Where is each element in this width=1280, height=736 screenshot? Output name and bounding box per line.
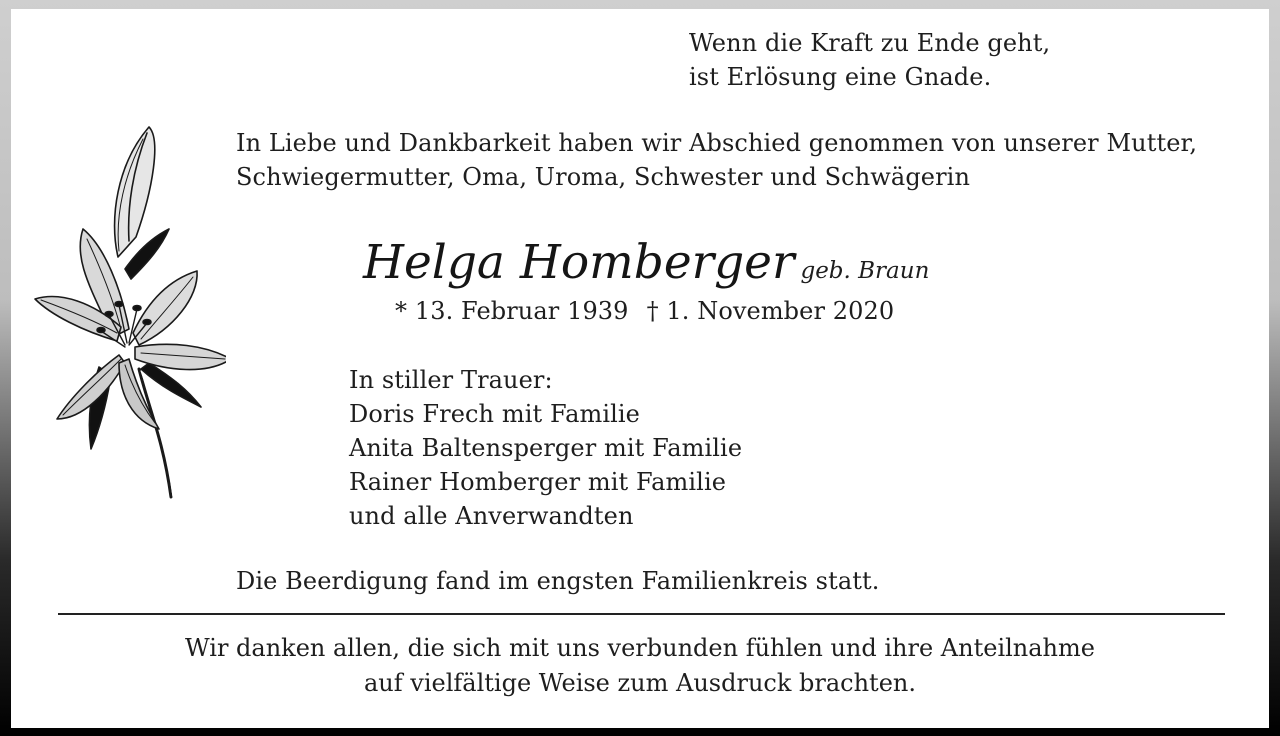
birth-name: geb. Braun [800,258,930,284]
deceased-name-block [363,235,929,299]
mourner-line: Rainer Homberger mit Familie [349,468,727,496]
mourner-line: Anita Baltensperger mit Familie [349,434,743,462]
obituary-notice [11,9,1269,728]
mourner-line: und alle Anverwandten [349,502,634,530]
motto-line-2: ist Erlösung eine Gnade. [689,63,992,91]
motto-verse [689,26,1050,94]
intro-line-1: In Liebe und Dankbarkeit haben wir Abschied genommen von unserer Mutter, [236,129,1198,157]
thanks-line-2: auf vielfältige Weise zum Ausdruck brachten. [364,669,916,697]
divider-line [58,613,1225,615]
intro-line-2: Schwiegermutter, Oma, Uroma, Schwester und Schwägerin [236,163,970,191]
deceased-name: Helga Homberger [363,235,795,290]
funeral-note: Die Beerdigung fand im engsten Familienkreis statt. [236,567,880,595]
birth-date: * 13. Februar 1939 [395,297,629,325]
thanks-text [11,631,1269,701]
life-dates [395,294,894,328]
death-date: † 1. November 2020 [646,297,895,325]
thanks-line-1: Wir danken allen, die sich mit uns verbunden fühlen und ihre Anteilnahme [185,634,1095,662]
mourner-line: Doris Frech mit Familie [349,400,640,428]
intro-text [236,126,1197,194]
mourners-heading: In stiller Trauer: [349,366,553,394]
lily-flower-icon [21,119,226,499]
mourners-list [349,363,742,533]
motto-line-1: Wenn die Kraft zu Ende geht, [689,29,1051,57]
